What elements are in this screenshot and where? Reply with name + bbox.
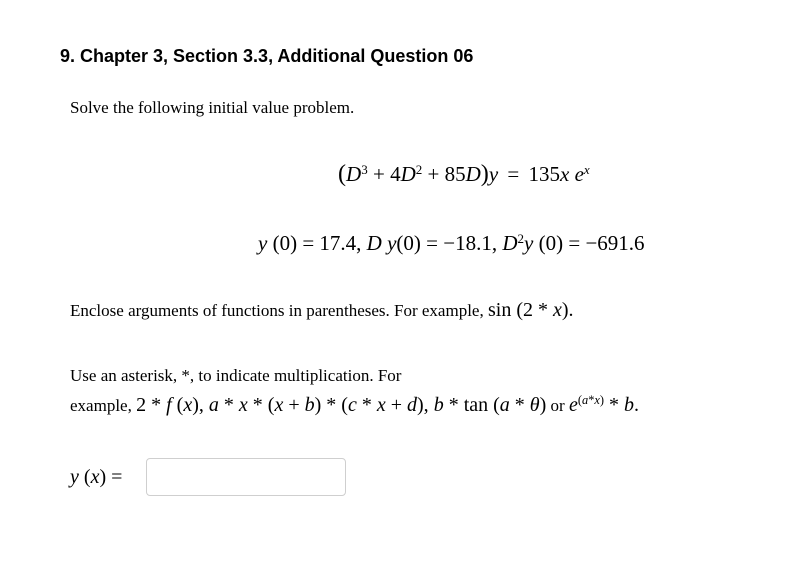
question-prompt: Solve the following initial value problem. <box>70 98 355 117</box>
answer-row <box>70 457 346 497</box>
answer-label: y (x) = <box>70 465 123 488</box>
parentheses-instruction: Enclose arguments of functions in parentheses. For example, sin (2 * x). <box>70 299 574 321</box>
ic1-value: 17.4 <box>319 231 357 255</box>
differential-equation: $(D^3 + 4D^2 + 85D)y = 135x$ $e^x$ <box>338 160 590 187</box>
question-title: 9. Chapter 3, Section 3.3, Additional Question 06 <box>60 46 474 66</box>
initial-conditions: y (0) = 17.4, D y(0) = −18.1, $D^2y$ (0) = −691.6 <box>258 230 645 255</box>
answer-input[interactable] <box>146 458 346 496</box>
asterisk-instruction-line2: example, 2 * f (x), a * x * (x + b) * (c * x + d), b * tan (a * θ) or $e^{(a*x)}$ * b. <box>70 393 640 416</box>
asterisk-instruction-line1: Use an asterisk, *, to indicate multiplication. For <box>70 366 402 385</box>
ic2-value: −18.1 <box>443 231 492 255</box>
ic3-value: −691.6 <box>585 231 645 255</box>
